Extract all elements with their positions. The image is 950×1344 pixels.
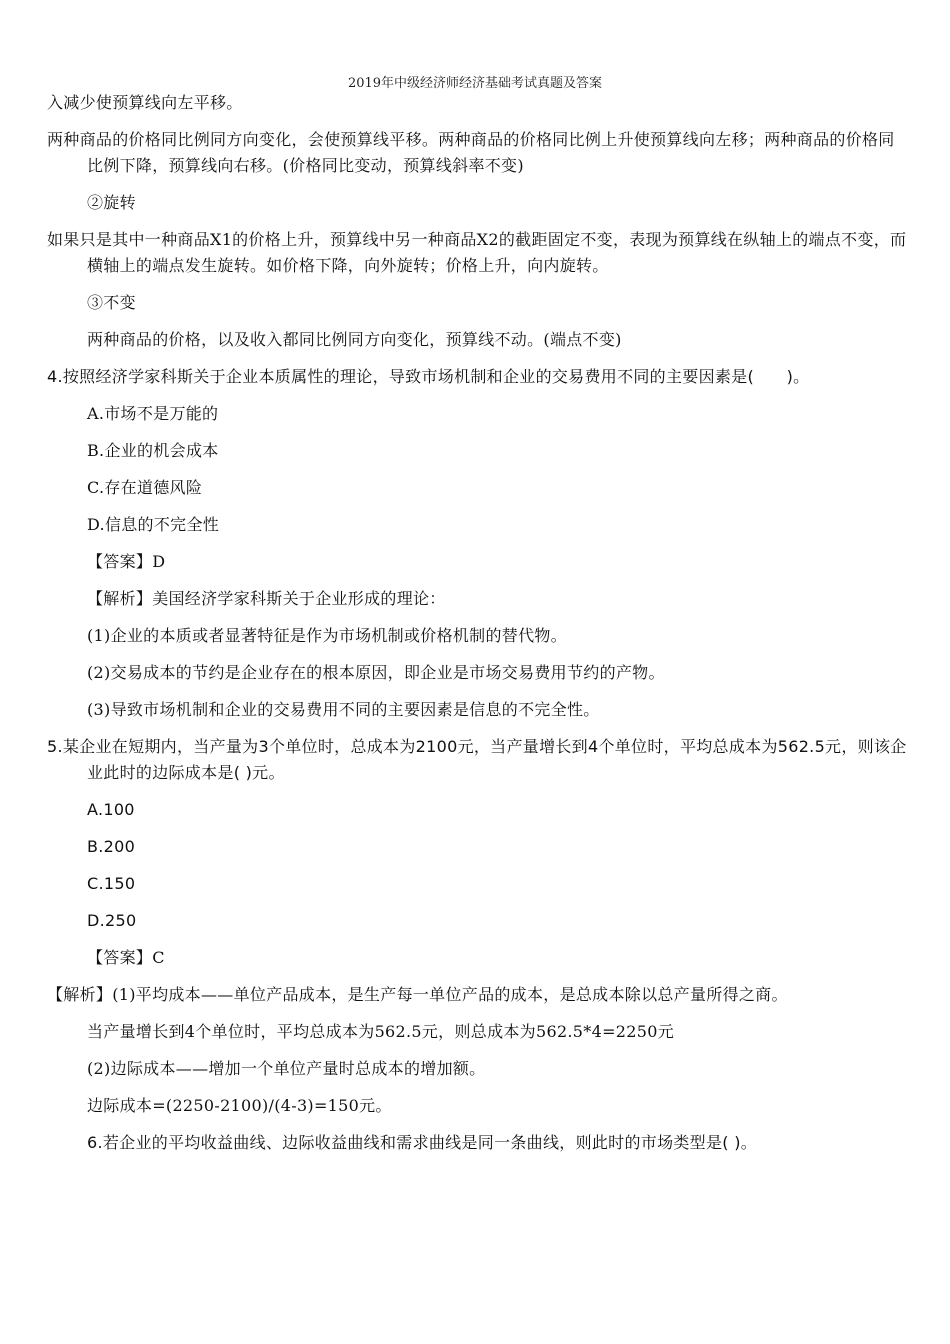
question-4-point-2: (2)交易成本的节约是企业存在的根本原因，即企业是市场交易费用节约的产物。 xyxy=(87,663,665,682)
running-header: 2019年中级经济师经济基础考试真题及答案 xyxy=(347,76,603,91)
question-4-option-c: C.存在道德风险 xyxy=(87,478,203,497)
heading-rotate: ②旋转 xyxy=(87,193,136,212)
question-5-line-3: 边际成本=(2250-2100)/(4-3)=150元。 xyxy=(87,1096,392,1115)
question-4-option-b: B.企业的机会成本 xyxy=(87,441,219,460)
question-4-point-3: (3)导致市场机制和企业的交易费用不同的主要因素是信息的不完全性。 xyxy=(87,700,600,719)
question-4-analysis: 【解析】美国经济学家科斯关于企业形成的理论： xyxy=(87,589,446,608)
question-4-option-d: D.信息的不完全性 xyxy=(87,515,220,534)
question-5-stem: 5.某企业在短期内，当产量为3个单位时，总成本为2100元，当产量增长到4个单位时，平均总成本为562.5元，则该企业此时的边际成本是( )元。 xyxy=(47,737,907,782)
question-5-option-a: A.100 xyxy=(87,800,135,819)
question-5-option-c: C.150 xyxy=(87,874,136,893)
paragraph-budget-left-shift: 入减少使预算线向左平移。 xyxy=(47,93,243,112)
question-5-line-1: 当产量增长到4个单位时，平均总成本为562.5元，则总成本为562.5*4=2250元 xyxy=(87,1022,674,1041)
heading-unchanged: ③不变 xyxy=(87,293,136,312)
paragraph-rotate: 如果只是其中一种商品X1的价格上升，预算线中另一种商品X2的截距固定不变，表现为预算线在纵轴上的端点不变，而横轴上的端点发生旋转。如价格下降，向外旋转；价格上升，向内旋转。 xyxy=(47,230,907,275)
paragraph-proportional-change: 两种商品的价格同比例同方向变化，会使预算线平移。两种商品的价格同比例上升使预算线向左移；两种商品的价格同比例下降，预算线向右移。(价格同比变动，预算线斜率不变) xyxy=(47,130,895,175)
question-4-answer: 【答案】D xyxy=(87,552,166,571)
question-5-line-2: (2)边际成本——增加一个单位产量时总成本的增加额。 xyxy=(87,1059,486,1078)
question-5-option-d: D.250 xyxy=(87,911,137,930)
question-5-option-b: B.200 xyxy=(87,837,136,856)
question-5-answer: 【答案】C xyxy=(87,948,165,967)
question-4-stem: 4.按照经济学家科斯关于企业本质属性的理论，导致市场机制和企业的交易费用不同的主要因素是( )。 xyxy=(47,367,810,386)
question-5-analysis: 【解析】(1)平均成本——单位产品成本，是生产每一单位产品的成本，是总成本除以总产量所得之商。 xyxy=(47,985,788,1004)
body-text xyxy=(47,90,907,1167)
question-6-stem: 6.若企业的平均收益曲线、边际收益曲线和需求曲线是同一条曲线，则此时的市场类型是( )。 xyxy=(87,1133,758,1152)
question-4-option-a: A.市场不是万能的 xyxy=(87,404,219,423)
paragraph-unchanged: 两种商品的价格，以及收入都同比例同方向变化，预算线不动。(端点不变) xyxy=(87,330,622,349)
question-4-point-1: (1)企业的本质或者显著特征是作为市场机制或价格机制的替代物。 xyxy=(87,626,567,645)
